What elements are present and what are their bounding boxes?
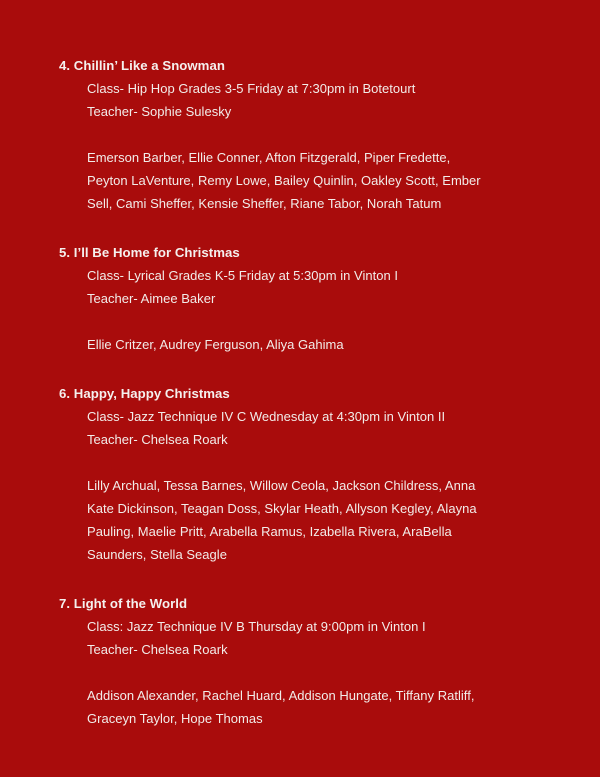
- routine-class-line: Class- Lyrical Grades K-5 Friday at 5:30pm in Vinton I: [87, 268, 399, 283]
- routine-class-line: Class- Hip Hop Grades 3-5 Friday at 7:30pm in Botetourt: [87, 81, 416, 96]
- routine-teacher-line: Teacher- Sophie Sulesky: [87, 104, 232, 119]
- routine-title: 6. Happy, Happy Christmas: [59, 386, 230, 401]
- routine-roster: Ellie Critzer, Audrey Ferguson, Aliya Gahima: [87, 337, 344, 352]
- routine-details: [87, 264, 540, 310]
- routine-details: [87, 77, 540, 123]
- routine-entry: [59, 382, 540, 566]
- routine-class-line: Class- Jazz Technique IV C Wednesday at 4:30pm in Vinton II: [87, 409, 446, 424]
- routine-class-line: Class: Jazz Technique IV B Thursday at 9:00pm in Vinton I: [87, 619, 426, 634]
- routine-title: 4. Chillin’ Like a Snowman: [59, 58, 225, 73]
- routine-entry: [59, 54, 540, 215]
- routine-details: [87, 615, 540, 661]
- routine-teacher-line: Teacher- Chelsea Roark: [87, 642, 228, 657]
- routine-entry: [59, 241, 540, 356]
- routine-roster: Emerson Barber, Ellie Conner, Afton Fitzgerald, Piper Fredette, Peyton LaVenture, Remy Lowe, Bailey Quinlin, Oakley Scott, Ember Sell, Cami Sheffer, Kensie Sheffer, Riane Tabor, Norah Tatum: [87, 150, 481, 211]
- routine-roster: Lilly Archual, Tessa Barnes, Willow Ceola, Jackson Childress, Anna Kate Dickinson, Teagan Doss, Skylar Heath, Allyson Kegley, Alayna Pauling, Maelie Pritt, Arabella Ramus, Izabella Rivera, AraBella Saunders, Stella Seagle: [87, 478, 477, 562]
- routine-entry: [59, 592, 540, 730]
- routine-roster: Addison Alexander, Rachel Huard, Addison Hungate, Tiffany Ratliff, Graceyn Taylor, Hope Thomas: [87, 688, 475, 726]
- routine-teacher-line: Teacher- Chelsea Roark: [87, 432, 228, 447]
- routine-details: [87, 405, 540, 451]
- routine-teacher-line: Teacher- Aimee Baker: [87, 291, 216, 306]
- routine-title: 7. Light of the World: [59, 596, 188, 611]
- routine-title: 5. I’ll Be Home for Christmas: [59, 245, 240, 260]
